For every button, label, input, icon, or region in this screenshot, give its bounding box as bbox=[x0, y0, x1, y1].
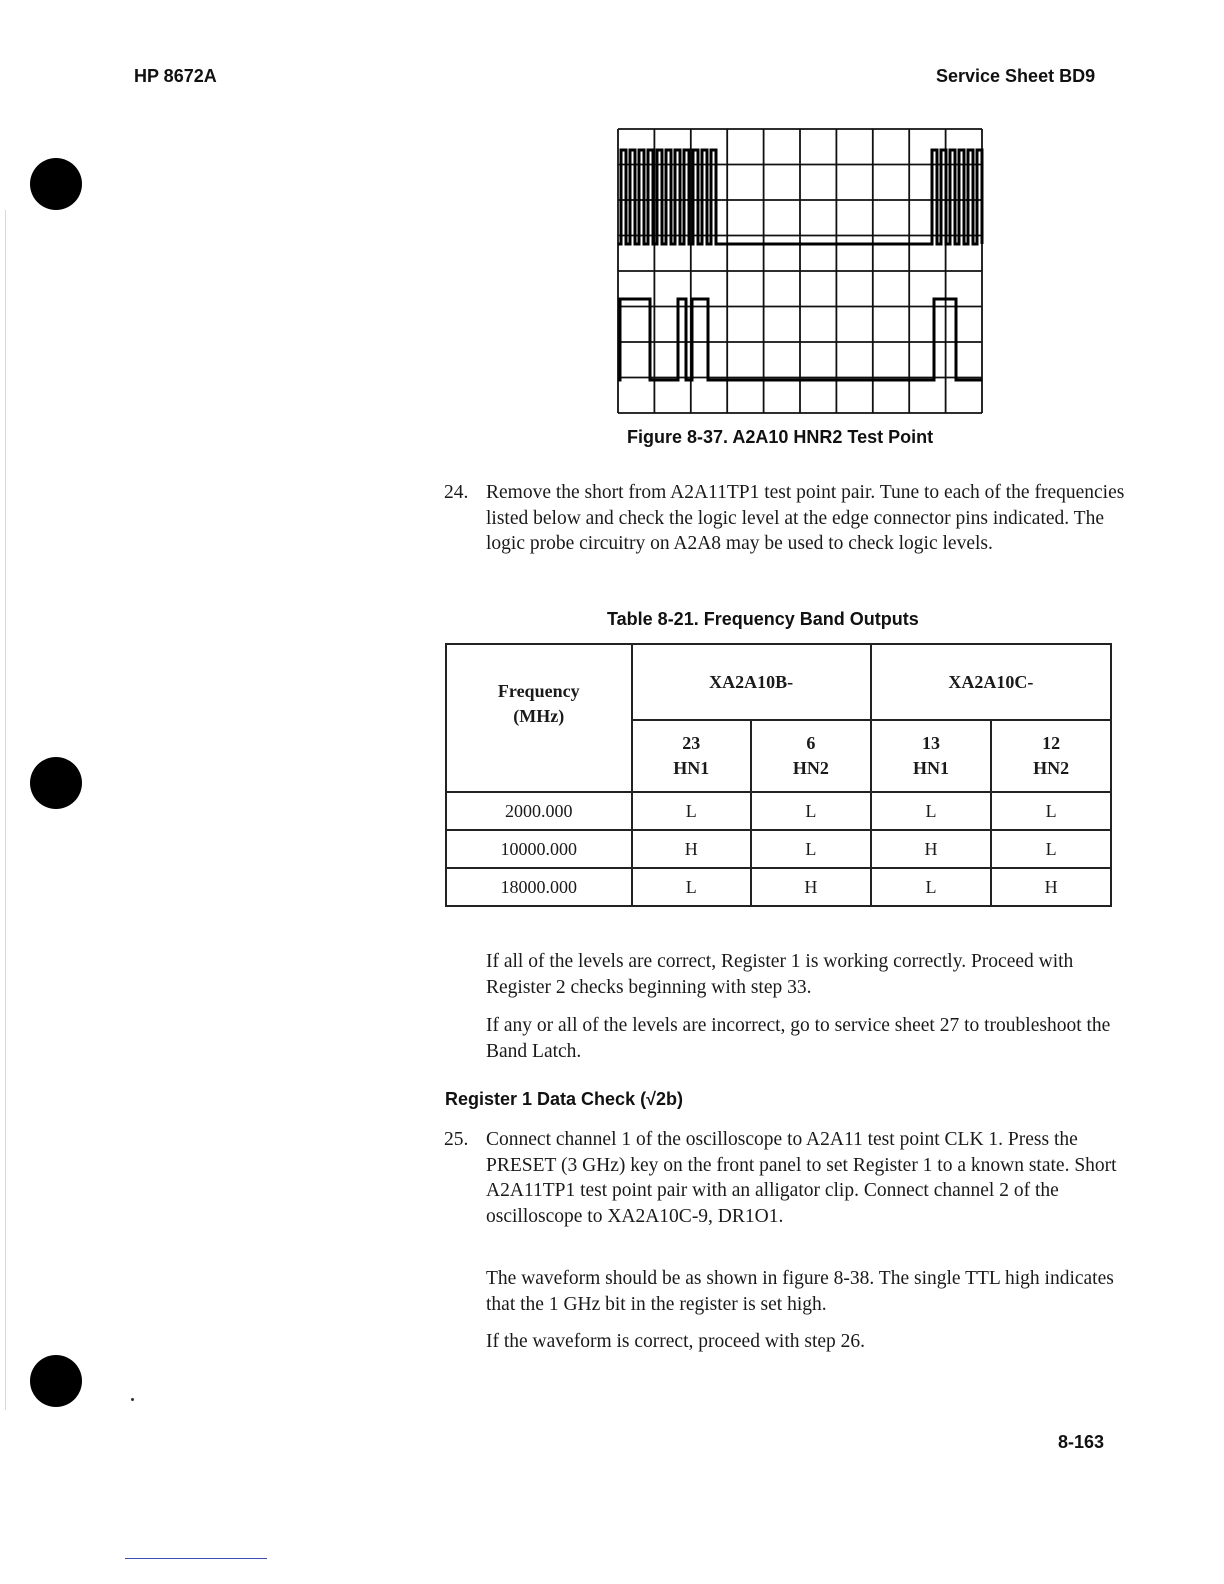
pin-number: 12 bbox=[1042, 733, 1061, 753]
group-header-c: XA2A10C- bbox=[871, 644, 1111, 720]
sub-header bbox=[751, 720, 871, 792]
step-text: Connect channel 1 of the oscilloscope to A2A11 test point CLK 1. Press the PRESET (3 GHz) key on the front panel to set Register 1 to a known state. Short A2A11TP1 test point pair with an alligator clip. Connect channel 2 of the oscilloscope to XA2A10C-9, DR1O1. bbox=[486, 1129, 1117, 1227]
level-cell: L bbox=[751, 792, 871, 830]
scan-speck bbox=[131, 1398, 134, 1401]
oscilloscope-waveform-figure bbox=[616, 128, 986, 414]
level-cell: L bbox=[751, 830, 871, 868]
pin-number: 23 bbox=[682, 733, 701, 753]
sub-header bbox=[871, 720, 992, 792]
pin-number: 13 bbox=[922, 733, 941, 753]
level-cell: L bbox=[871, 792, 992, 830]
paragraph-levels-correct: If all of the levels are correct, Register 1 is working correctly. Proceed with Register 2 checks beginning with step 33. bbox=[486, 951, 1074, 998]
level-cell: L bbox=[991, 792, 1111, 830]
header-model: HP 8672A bbox=[134, 66, 217, 86]
frequency-header-label: Frequency bbox=[497, 681, 580, 701]
level-cell: H bbox=[751, 868, 871, 906]
header-service-sheet: Service Sheet BD9 bbox=[936, 66, 1096, 86]
scan-bottom-line bbox=[125, 1558, 267, 1559]
signal-name: HN1 bbox=[913, 758, 950, 778]
frequency-band-table bbox=[445, 643, 1112, 907]
table-caption: Table 8-21. Frequency Band Outputs bbox=[607, 609, 919, 629]
binder-hole-middle bbox=[30, 757, 82, 809]
section-heading: Register 1 Data Check (√2b) bbox=[445, 1089, 683, 1109]
level-cell: L bbox=[632, 792, 752, 830]
frequency-cell: 10000.000 bbox=[446, 830, 632, 868]
step-text: Remove the short from A2A11TP1 test point pair. Tune to each of the frequencies listed below and check the logic level at the edge connector pins indicated. The logic probe circuitry on A2A8 may be used to check logic levels. bbox=[486, 482, 1125, 554]
frequency-cell: 18000.000 bbox=[446, 868, 632, 906]
frequency-header bbox=[446, 644, 632, 792]
table-row bbox=[446, 830, 1111, 868]
paragraph-waveform-description: The waveform should be as shown in figure 8-38. The single TTL high indicates that the 1 GHz bit in the register is set high. bbox=[486, 1268, 1114, 1315]
frequency-cell: 2000.000 bbox=[446, 792, 632, 830]
frequency-header-unit: (MHz) bbox=[513, 706, 565, 726]
table-row bbox=[446, 868, 1111, 906]
figure-caption: Figure 8-37. A2A10 HNR2 Test Point bbox=[627, 427, 934, 447]
level-cell: L bbox=[871, 868, 992, 906]
page-number: 8-163 bbox=[1058, 1432, 1105, 1452]
step-24 bbox=[444, 480, 1126, 557]
step-number: 25. bbox=[444, 1129, 469, 1150]
step-number: 24. bbox=[444, 482, 469, 503]
pin-number: 6 bbox=[806, 733, 816, 753]
sub-header bbox=[632, 720, 752, 792]
paragraph-levels-incorrect: If any or all of the levels are incorrect, go to service sheet 27 to troubleshoot the Band Latch. bbox=[486, 1015, 1111, 1062]
signal-name: HN2 bbox=[792, 758, 829, 778]
table-row bbox=[446, 792, 1111, 830]
group-header-b: XA2A10B- bbox=[632, 644, 871, 720]
sub-header bbox=[991, 720, 1111, 792]
level-cell: L bbox=[632, 868, 752, 906]
scan-edge-line bbox=[5, 210, 6, 1410]
signal-name: HN1 bbox=[673, 758, 710, 778]
level-cell: H bbox=[632, 830, 752, 868]
level-cell: L bbox=[991, 830, 1111, 868]
oscilloscope-grid bbox=[618, 129, 982, 413]
level-cell: H bbox=[991, 868, 1111, 906]
level-cell: H bbox=[871, 830, 992, 868]
binder-hole-bottom bbox=[30, 1355, 82, 1407]
signal-name: HN2 bbox=[1033, 758, 1070, 778]
binder-hole-top bbox=[30, 158, 82, 210]
paragraph-waveform-correct: If the waveform is correct, proceed with step 26. bbox=[486, 1331, 866, 1352]
step-25 bbox=[444, 1127, 1126, 1229]
